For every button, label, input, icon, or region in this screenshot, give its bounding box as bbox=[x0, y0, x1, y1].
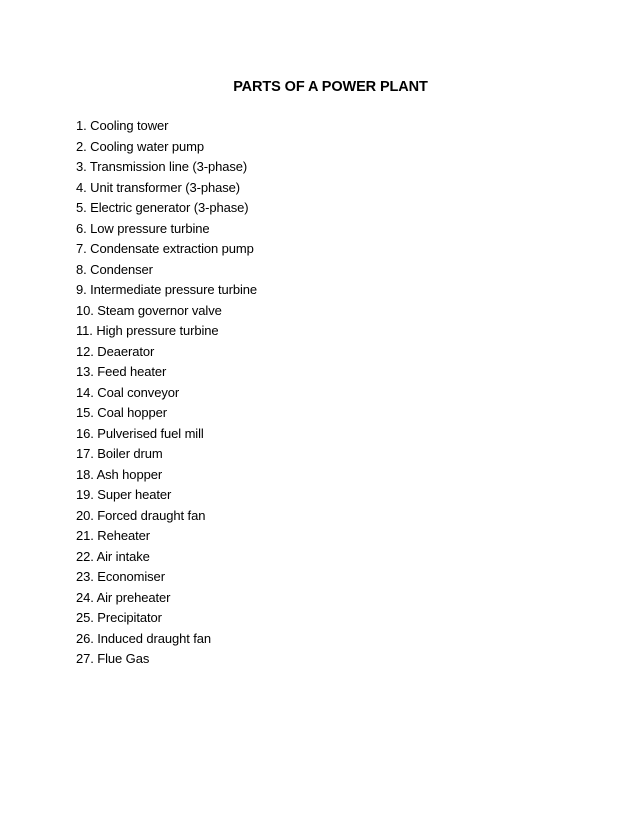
list-item: 15. Coal hopper bbox=[76, 405, 168, 420]
list-item: 27. Flue Gas bbox=[76, 651, 150, 666]
list-item: 5. Electric generator (3-phase) bbox=[76, 200, 249, 215]
list-item: 7. Condensate extraction pump bbox=[76, 241, 254, 256]
list-item: 25. Precipitator bbox=[76, 610, 162, 625]
parts-list bbox=[76, 116, 257, 670]
list-item: 8. Condenser bbox=[76, 261, 153, 277]
list-item: 1. Cooling tower bbox=[76, 118, 169, 133]
list-item: 20. Forced draught fan bbox=[76, 507, 206, 523]
list-item: 18. Ash hopper bbox=[76, 466, 163, 482]
list-item: 2. Cooling water pump bbox=[76, 138, 204, 154]
list-item: 24. Air preheater bbox=[76, 589, 171, 605]
list-item: 16. Pulverised fuel mill bbox=[76, 425, 204, 441]
list-item: 13. Feed heater bbox=[76, 364, 167, 379]
list-item: 4. Unit transformer (3-phase) bbox=[76, 179, 240, 195]
list-item: 26. Induced draught fan bbox=[76, 630, 212, 646]
list-item: 21. Reheater bbox=[76, 528, 150, 543]
list-item: 22. Air intake bbox=[76, 548, 150, 564]
list-item: 11. High pressure turbine bbox=[76, 323, 219, 338]
list-item: 10. Steam governor valve bbox=[76, 302, 222, 318]
list-item: 9. Intermediate pressure turbine bbox=[76, 282, 258, 297]
list-item: 14. Coal conveyor bbox=[76, 384, 180, 400]
list-item: 6. Low pressure turbine bbox=[76, 220, 210, 236]
list-item: 3. Transmission line (3-phase) bbox=[76, 159, 248, 174]
list-item: 17. Boiler drum bbox=[76, 446, 163, 461]
list-item: 23. Economiser bbox=[76, 569, 165, 584]
list-item: 12. Deaerator bbox=[76, 343, 155, 359]
page-title: PARTS OF A POWER PLANT bbox=[233, 79, 428, 95]
list-item: 19. Super heater bbox=[76, 487, 172, 502]
